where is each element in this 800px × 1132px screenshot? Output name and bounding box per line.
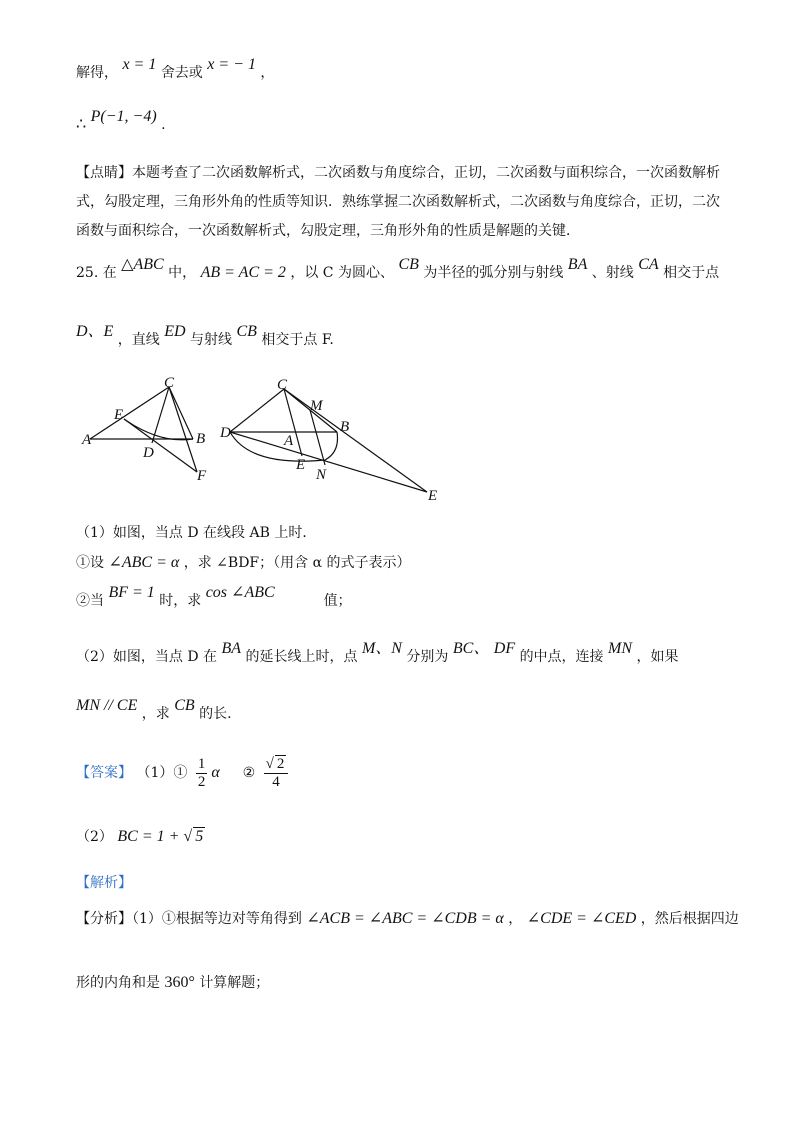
- math: M、N: [361, 640, 402, 657]
- fraction-sqrt2-over-4: [264, 755, 289, 791]
- part-2-line-1: [76, 640, 679, 666]
- analysis-tag: 【解析】: [76, 875, 132, 891]
- math: AB = AC = 2: [200, 264, 286, 281]
- text: ，以 C 为圆心、: [290, 265, 394, 281]
- answer-line-1: [76, 755, 292, 791]
- fig2-label-c: C: [277, 377, 288, 393]
- math: BC、: [452, 640, 490, 657]
- text: 的中点，连接: [519, 649, 604, 665]
- fenxi-tag: 【分析】: [76, 911, 132, 927]
- fig2-label-n: N: [316, 467, 327, 483]
- text: 舍去或: [160, 65, 203, 81]
- text: （2）: [76, 829, 113, 845]
- text: ，如果: [636, 649, 679, 665]
- comment-paragraph: [76, 159, 726, 246]
- text: 时，求: [159, 593, 202, 609]
- denominator: 4: [272, 774, 280, 790]
- text: 为半径的弧分别与射线: [423, 265, 564, 281]
- fig2-label-m: M: [310, 398, 323, 414]
- fig1-label-b: B: [196, 431, 206, 447]
- fraction-half: [196, 756, 208, 791]
- text: 值；: [323, 593, 352, 609]
- figure-2: [220, 372, 450, 507]
- radicand: 2: [276, 756, 285, 772]
- fig2-label-d: D: [220, 425, 231, 441]
- math: BA: [567, 256, 588, 273]
- math: BC = 1 +: [117, 828, 184, 845]
- math: ∠ABC = α: [108, 554, 180, 571]
- text: ，求 ∠BDF；（用含 α 的式子表示）: [183, 555, 411, 571]
- text: ，求: [141, 706, 170, 722]
- equation: x = 1: [122, 56, 157, 73]
- part-1-b: [76, 584, 352, 610]
- analysis-tag-line: [76, 872, 132, 892]
- math: CB: [398, 256, 419, 273]
- math: BA: [221, 640, 242, 657]
- fig2-label-b: B: [340, 419, 350, 435]
- math: CB: [236, 323, 257, 340]
- text: 分别为: [406, 649, 449, 665]
- text: ①设: [76, 555, 104, 571]
- radicand: 5: [195, 828, 204, 845]
- fig1-label-c: C: [164, 375, 175, 391]
- math: 360°: [164, 974, 195, 991]
- analysis-line-1: [76, 908, 739, 928]
- text: 相交于点 F.: [261, 332, 334, 348]
- math: BF = 1: [108, 584, 155, 601]
- text: ，: [508, 911, 523, 927]
- fig2-label-e: E: [428, 488, 438, 504]
- fig1-label-d: D: [143, 445, 154, 461]
- text: ，直线: [117, 332, 160, 348]
- math: D、E: [76, 323, 114, 340]
- text: 中，: [168, 265, 197, 281]
- text: .: [161, 117, 166, 133]
- math: ∠ACB = ∠ABC = ∠CDB = α: [306, 910, 504, 927]
- equation: x = − 1: [207, 56, 256, 73]
- fig1-label-e: E: [114, 407, 124, 423]
- math: MN // CE: [76, 697, 138, 714]
- text: 、射线: [591, 265, 634, 281]
- text: ，然后根据四边: [640, 911, 739, 927]
- math: cos ∠ABC: [205, 584, 275, 601]
- comment-text: 本题考查了二次函数解析式，二次函数与角度综合，正切，二次函数与面积综合，一次函数解析式，勾股定理，三角形外角的性质等知识．熟练掌握二次函数解析式，二次函数与角度综合，正切，二次函数与面积综合，一次函数解析式，勾股定理，三角形外角的性质是解题的关键．: [76, 165, 720, 239]
- text: （1）①根据等边对等角得到: [132, 911, 302, 927]
- question-25-line-2: [76, 323, 334, 349]
- numerator: 1: [197, 755, 206, 772]
- math: MN: [608, 640, 633, 657]
- solution-line-1: [76, 56, 275, 82]
- question-number: 25. 在: [76, 265, 117, 281]
- analysis-line-2: [76, 972, 269, 992]
- text: 的长.: [199, 706, 232, 722]
- text: 解得，: [76, 65, 118, 81]
- text: （1）如图，当点 D 在线段 AB 上时．: [76, 525, 317, 541]
- alpha: α: [211, 764, 220, 781]
- part-1-a: [76, 552, 411, 572]
- text: 与射线: [190, 332, 233, 348]
- fig2-label-e-small: E: [296, 457, 306, 473]
- part-1-heading: [76, 522, 316, 542]
- text: ，: [260, 65, 275, 81]
- figure-1: [80, 372, 220, 487]
- math: △ABC: [121, 256, 164, 273]
- text: ②当: [76, 593, 104, 609]
- numerator: √ 2: [264, 755, 289, 774]
- text: 的延长线上时，点: [245, 649, 358, 665]
- text: ②: [242, 765, 256, 781]
- answer-line-2: （2） BC = 1 + √ 5: [76, 828, 204, 845]
- comment-tag: 【点睛】: [76, 165, 132, 181]
- math: ED: [164, 323, 186, 340]
- text: 计算解题；: [199, 975, 270, 991]
- solution-line-2: [76, 108, 166, 134]
- part-2-line-2: [76, 697, 232, 723]
- answer-tag: 【答案】: [76, 765, 132, 781]
- fig1-label-a: A: [82, 432, 92, 448]
- math: CB: [174, 697, 195, 714]
- text: （2）如图，当点 D 在: [76, 649, 218, 665]
- denominator: 2: [197, 773, 206, 790]
- fig2-label-a: A: [284, 433, 294, 449]
- question-25-line-1: [76, 256, 720, 282]
- point-p: P(−1, −4): [90, 108, 157, 125]
- text: 形的内角和是: [76, 975, 160, 991]
- text: （1）①: [136, 765, 188, 781]
- math: ∠CDE = ∠CED: [526, 910, 637, 927]
- math: CA: [638, 256, 659, 273]
- fig1-label-f: F: [197, 468, 207, 484]
- text: 相交于点: [663, 265, 720, 281]
- math: DF: [493, 640, 516, 657]
- therefore-symbol: ∴: [76, 114, 87, 133]
